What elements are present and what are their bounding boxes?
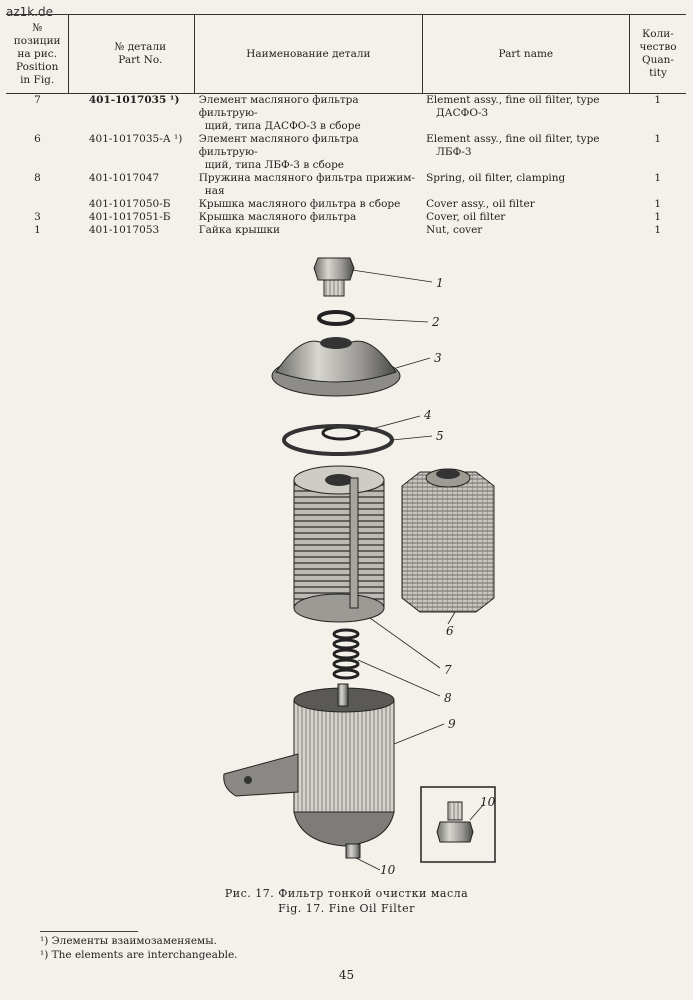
cell-quantity: 1 — [654, 133, 662, 145]
filter-cover-part — [272, 337, 400, 396]
callout-1: 1 — [436, 276, 444, 290]
cell-name-ru — [195, 94, 422, 134]
cell-line: ЛБФ-3 — [436, 146, 472, 158]
callout-9: 9 — [448, 717, 456, 731]
callout-10: 10 — [380, 863, 396, 877]
header-text: позиции — [13, 34, 61, 47]
header-text: in Fig. — [20, 73, 55, 86]
header-quantity — [630, 15, 686, 94]
parts-table — [6, 14, 686, 237]
cell-part-no: 401-1017035-А ¹) — [88, 133, 183, 145]
header-text: на рис. — [17, 47, 57, 60]
cell-quantity: 1 — [654, 172, 662, 184]
cell-quantity: 1 — [654, 198, 662, 210]
cell-line: ная — [204, 185, 225, 197]
table-row — [6, 133, 686, 172]
washer-part — [319, 312, 353, 324]
cell-line: Cover assy., oil filter — [426, 198, 535, 210]
cell-position — [6, 198, 69, 211]
cell-line: Пружина масляного фильтра прижим- — [198, 172, 415, 184]
cell-part-no: 401-1017047 — [88, 172, 160, 184]
cover-nut-part — [314, 258, 354, 296]
callout-5: 5 — [436, 429, 444, 443]
figure-caption-en: Fig. 17. Fine Oil Filter — [278, 902, 415, 915]
cell-line: Cover, oil filter — [426, 211, 506, 223]
table-header-row — [6, 15, 686, 94]
header-text: чество — [639, 41, 677, 53]
cell-part-no: 401-1017050-Б — [88, 198, 171, 210]
header-name-en: Part name — [422, 15, 629, 94]
callout-2: 2 — [432, 315, 440, 329]
table-row — [6, 224, 686, 237]
cell-name-ru — [195, 211, 422, 224]
spring-part — [334, 630, 358, 678]
cell-line: Крышка масляного фильтра в сборе — [198, 198, 401, 210]
footnote-en: ¹) The elements are interchangeable. — [40, 949, 238, 961]
cell-quantity: 1 — [654, 94, 662, 106]
header-position — [6, 15, 69, 94]
cell-part-no: 401-1017051-Б — [88, 211, 171, 223]
header-text: Коли- — [642, 28, 674, 40]
cell-part-no: 401-1017035 ¹) — [88, 94, 180, 106]
cell-line: Spring, oil filter, clamping — [426, 172, 566, 184]
header-name-ru: Наименование детали — [195, 15, 422, 94]
cell-line: Гайка крышки — [198, 224, 281, 236]
cell-name-en — [422, 133, 629, 172]
cell-name-ru — [195, 224, 422, 237]
header-text: Position — [15, 60, 59, 73]
table-row — [6, 198, 686, 211]
cell-position: 1 — [34, 224, 41, 236]
cell-name-en — [422, 211, 629, 224]
cell-name-ru — [195, 133, 422, 172]
cell-line: щий, типа ЛБФ-3 в сборе — [204, 159, 345, 171]
callout-7: 7 — [444, 663, 452, 677]
footnote-divider — [40, 931, 138, 932]
header-text: № — [32, 21, 43, 34]
header-text: Quan- — [642, 54, 674, 66]
cell-quantity: 1 — [654, 224, 662, 236]
filter-housing-part — [224, 684, 394, 858]
cell-line: щий, типа ДАСФО-3 в сборе — [204, 120, 361, 132]
cell-line: Element assy., fine oil filter, type — [426, 94, 600, 106]
cell-line: Nut, cover — [426, 224, 483, 236]
cell-name-en — [422, 198, 629, 211]
cell-part-no: 401-1017053 — [88, 224, 160, 236]
cell-quantity: 1 — [654, 211, 662, 223]
table-row — [6, 211, 686, 224]
callout-3: 3 — [434, 351, 442, 365]
cell-position: 6 — [34, 133, 41, 145]
cell-name-en — [422, 94, 629, 134]
header-part-no — [69, 15, 195, 94]
cell-position: 8 — [34, 172, 41, 184]
cell-line: Element assy., fine oil filter, type — [426, 133, 600, 145]
callout-8: 8 — [444, 691, 452, 705]
callout-4: 4 — [424, 408, 432, 422]
cell-line: Элемент масляного фильтра фильтрую- — [198, 133, 359, 158]
cell-line: Крышка масляного фильтра — [198, 211, 357, 223]
header-text: Part No. — [118, 54, 163, 66]
cell-name-en — [422, 172, 629, 198]
page-number: 45 — [338, 968, 355, 982]
callout-10-inset: 10 — [480, 795, 496, 809]
header-text: tity — [649, 67, 667, 79]
figure-caption-ru: Рис. 17. Фильтр тонкой очистки масла — [224, 887, 469, 900]
cell-position: 3 — [34, 211, 41, 223]
cell-line: ДАСФО-3 — [436, 107, 489, 119]
callout-6: 6 — [446, 624, 454, 638]
cell-line: Элемент масляного фильтра фильтрую- — [198, 94, 359, 119]
table-row — [6, 172, 686, 198]
footnote-ru: ¹) Элементы взаимозаменяемы. — [40, 935, 217, 947]
cell-position: 7 — [34, 94, 41, 106]
site-watermark: az1k.de — [6, 5, 54, 19]
header-text: № детали — [114, 41, 167, 53]
gasket-small-part — [323, 427, 359, 439]
filter-element-lbf-part — [402, 469, 494, 612]
cell-name-en — [422, 224, 629, 237]
filter-element-dasfo-part — [294, 466, 384, 622]
table-row — [6, 94, 686, 134]
cell-name-ru — [195, 198, 422, 211]
cell-name-ru — [195, 172, 422, 198]
exploded-view-drawing — [0, 240, 693, 880]
